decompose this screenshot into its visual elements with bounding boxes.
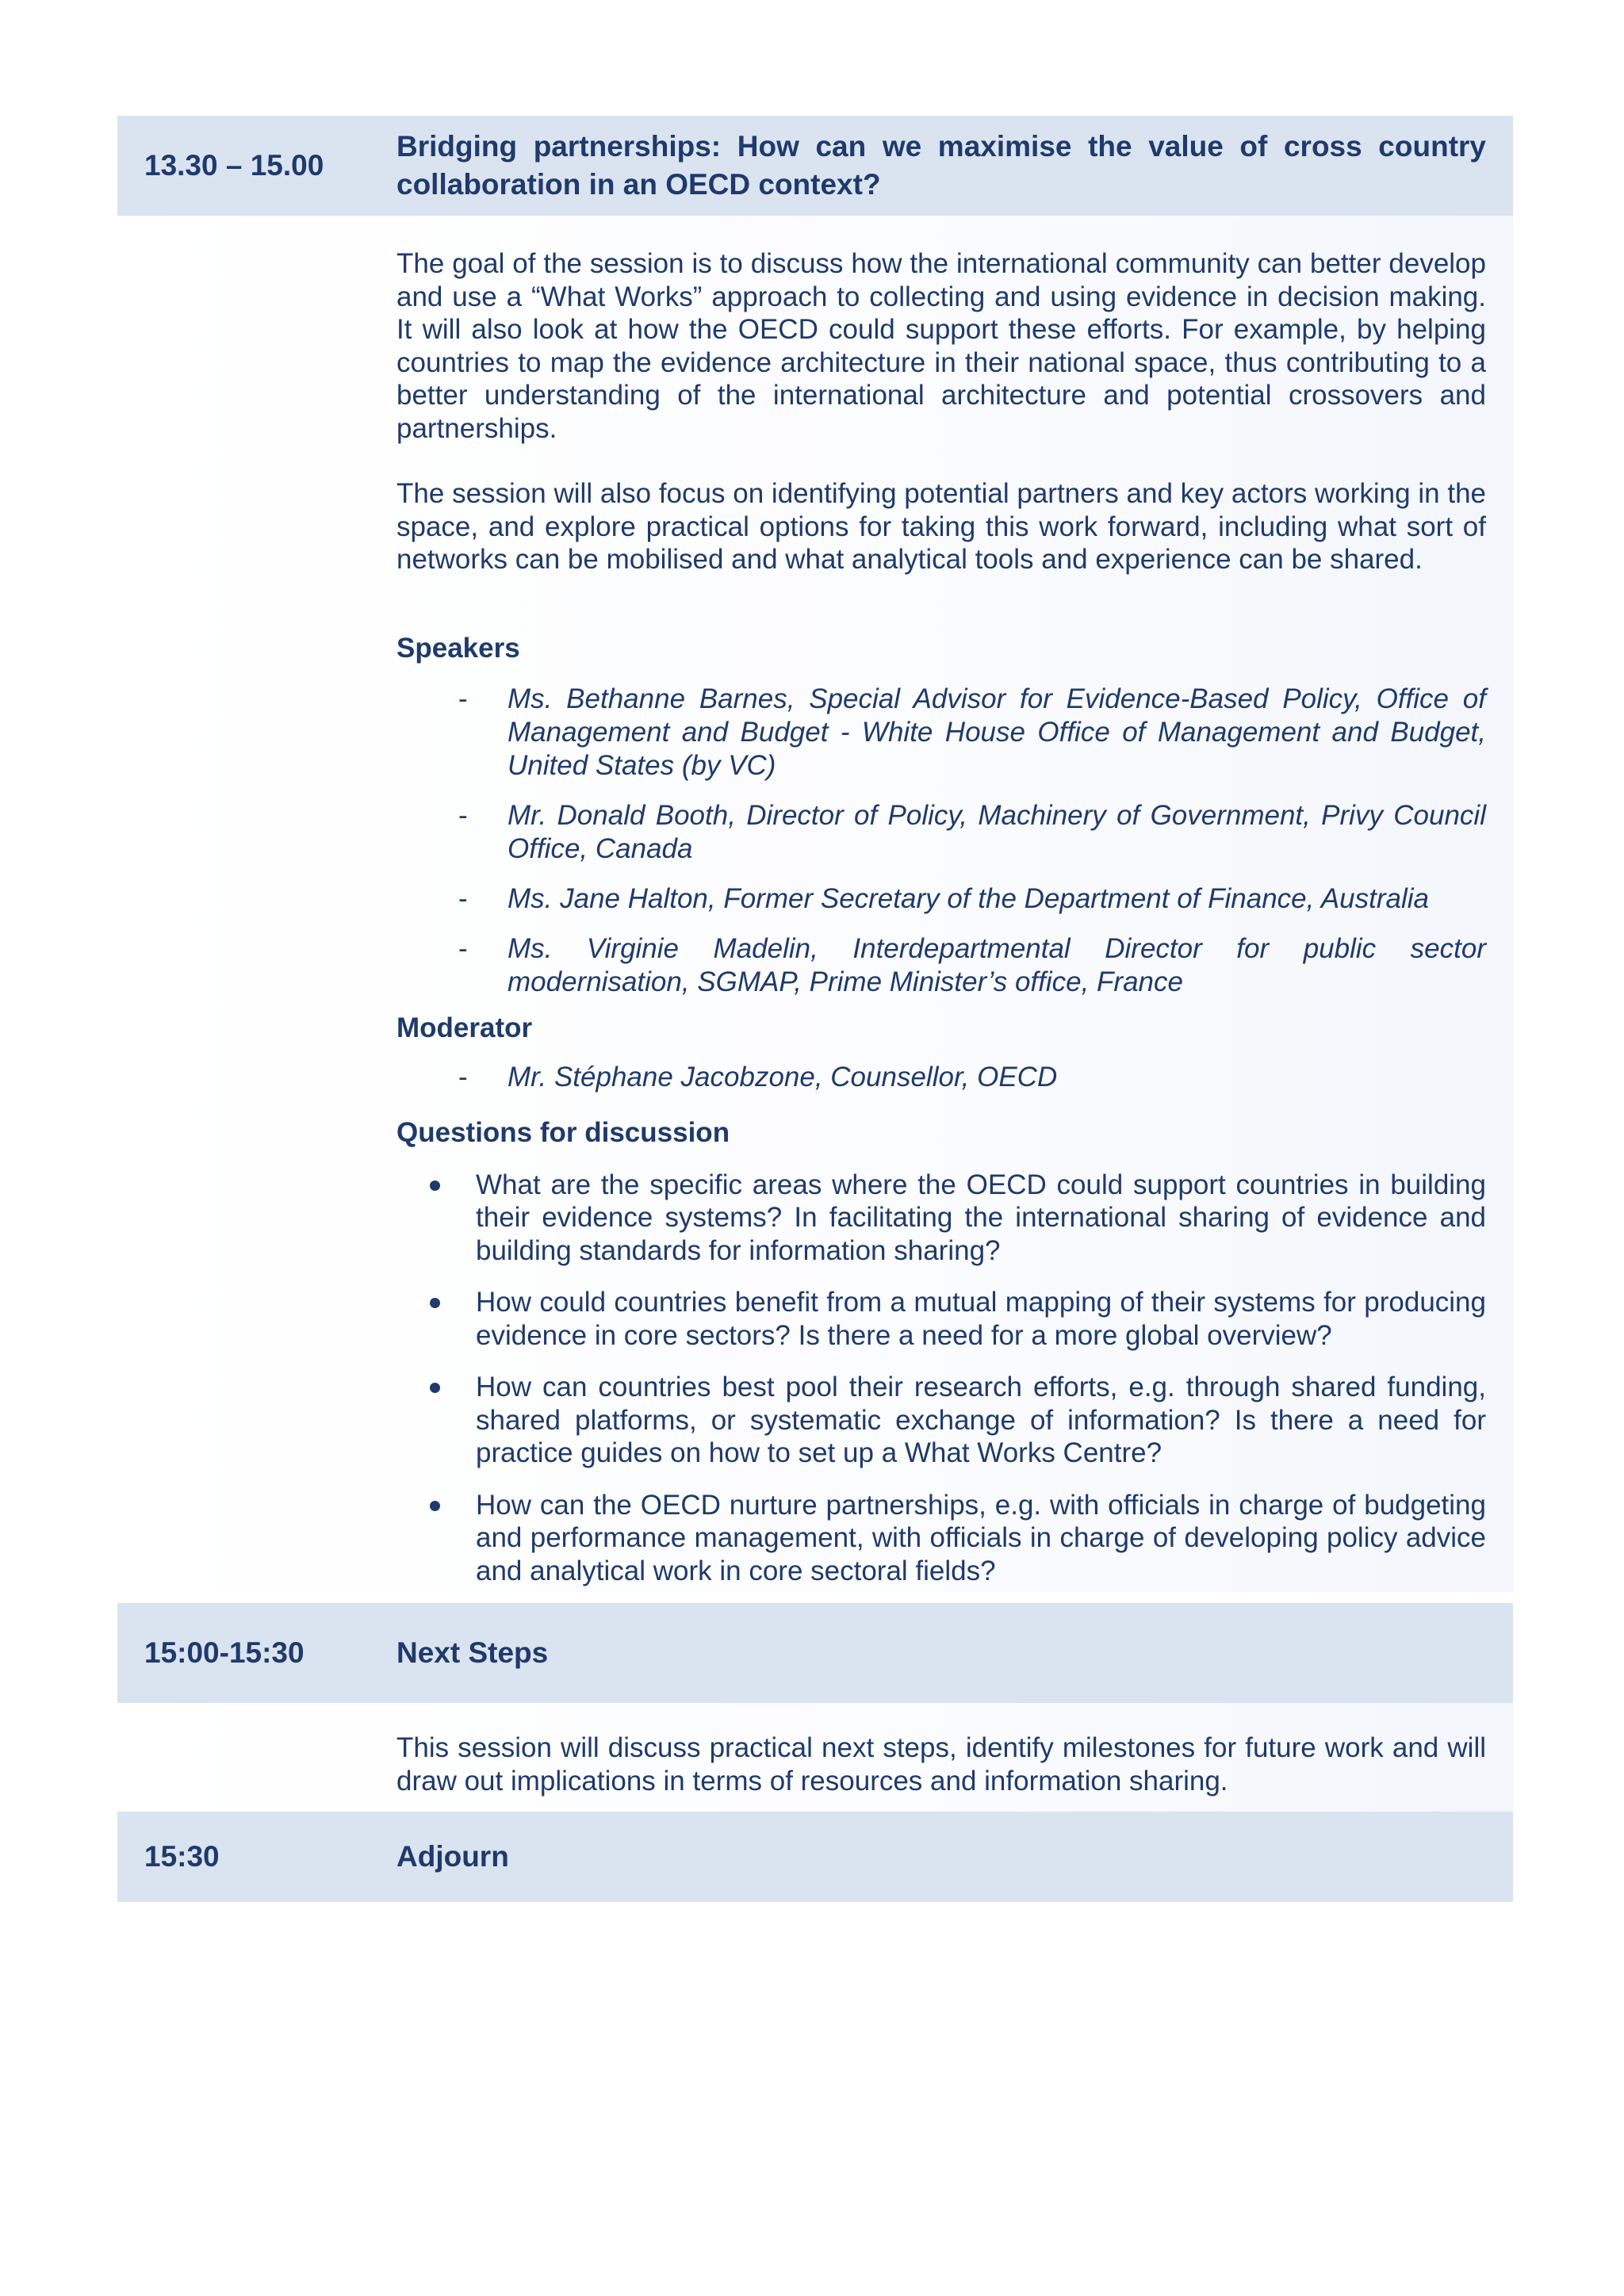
question-text: How could countries benefit from a mutual mapping of their systems for producing evidence in core sectors? Is there a need for a more global overview? — [476, 1287, 1486, 1351]
session-time: 15:00-15:30 — [144, 1636, 304, 1669]
speaker-item — [396, 932, 1486, 999]
bullet-icon — [430, 1383, 440, 1393]
speaker-text: Mr. Donald Booth, Director of Policy, Machinery of Government, Privy Council Office, Canada — [508, 799, 1486, 864]
speaker-item — [396, 683, 1486, 783]
session-description: The session will also focus on identifying potential partners and key actors working in the space, and explore practical options for taking this work forward, including what sort of networks can be mobilised and what analytical tools and experience can be shared. — [396, 478, 1486, 575]
bullet-icon — [430, 1501, 440, 1511]
question-text: How can the OECD nurture partnerships, e.g. with officials in charge of budgeting and performance management, with officials in charge of developing policy advice and analytical work in core sectoral fields? — [476, 1489, 1486, 1586]
bullet-icon — [430, 1298, 440, 1308]
questions-heading: Questions for discussion — [396, 1116, 730, 1148]
session-header — [117, 1603, 1513, 1703]
speaker-text: Ms. Jane Halton, Former Secretary of the Department of Finance, Australia — [508, 882, 1429, 914]
session-description: The goal of the session is to discuss how the international community can better develop and use a “What Works” approach to collecting and using evidence in decision making. It will also look at how the OECD could support these efforts. For example, by helping countries to map the evidence architecture in their national space, thus contributing to a better understanding of the international architecture and potential crossovers and partnerships. — [396, 248, 1486, 444]
session-body — [117, 216, 1513, 1592]
dash-marker: - — [458, 1061, 468, 1093]
questions-list — [396, 1169, 1486, 1588]
dash-marker: - — [458, 932, 468, 964]
moderator-text: Mr. Stéphane Jacobzone, Counsellor, OECD — [508, 1061, 1058, 1093]
session-content — [396, 1732, 1486, 1797]
speakers-heading: Speakers — [396, 632, 520, 664]
question-item — [396, 1169, 1486, 1268]
speaker-text: Ms. Bethanne Barnes, Special Advisor for Evidence-Based Policy, Office of Management and Budget - White House Office of Management and Budget, United States (by VC) — [508, 683, 1486, 781]
session-header — [117, 1812, 1513, 1902]
bullet-icon — [430, 1181, 440, 1191]
question-text: What are the specific areas where the OECD could support countries in building their evidence systems? In facilitating the international sharing of evidence and building standards for information sharing? — [476, 1169, 1486, 1266]
session-description: This session will discuss practical next steps, identify milestones for future work and will draw out implications in terms of resources and information sharing. — [396, 1732, 1486, 1797]
session-content — [396, 247, 1486, 1587]
dash-marker: - — [458, 683, 468, 714]
session-header — [117, 116, 1513, 216]
speaker-item — [396, 882, 1486, 916]
session-title: Next Steps — [396, 1636, 549, 1669]
speaker-text: Ms. Virginie Madelin, Interdepartmental Director for public sector modernisation, SGMAP, Prime Minister’s office, France — [508, 932, 1486, 997]
speakers-list — [396, 683, 1486, 999]
agenda-table — [117, 116, 1513, 1902]
moderator-item — [396, 1061, 1486, 1094]
question-text: How can countries best pool their research efforts, e.g. through shared funding, shared platforms, or systematic exchange of information? Is there a need for practice guides on how to set up a What Works Centre? — [476, 1372, 1486, 1468]
dash-marker: - — [458, 882, 468, 914]
session-title: Bridging partnerships: How can we maximise the value of cross country collaboration in an OECD context? — [396, 130, 1486, 201]
question-item — [396, 1489, 1486, 1588]
speaker-item — [396, 799, 1486, 866]
dash-marker: - — [458, 799, 468, 831]
moderator-list — [396, 1061, 1486, 1094]
session-time: 15:30 — [144, 1840, 220, 1873]
session-body — [117, 1703, 1513, 1812]
session-time: 13.30 – 15.00 — [144, 149, 324, 182]
question-item — [396, 1371, 1486, 1470]
question-item — [396, 1286, 1486, 1352]
moderator-heading: Moderator — [396, 1012, 533, 1043]
session-title: Adjourn — [396, 1840, 509, 1873]
